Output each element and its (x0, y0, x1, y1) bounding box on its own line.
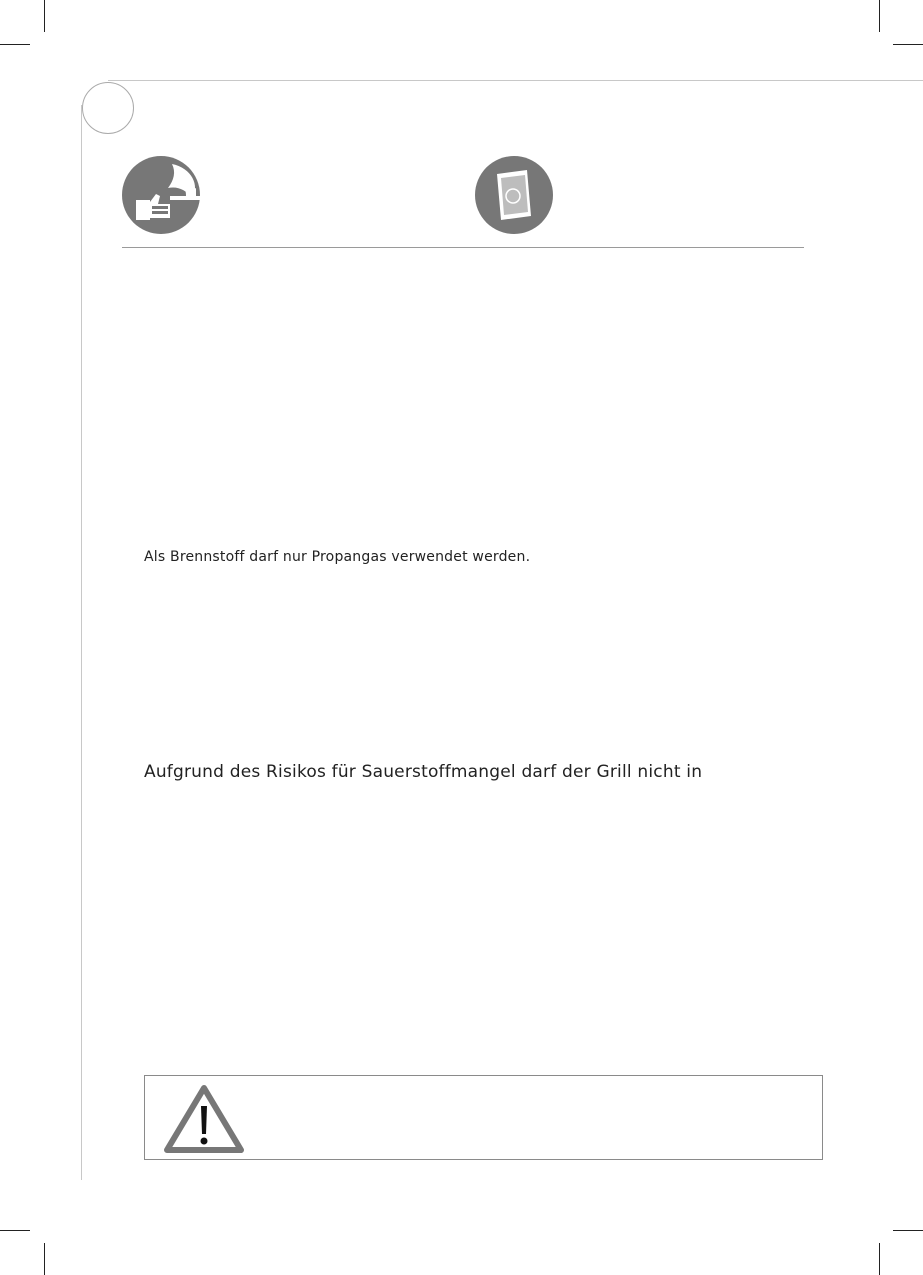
crop-mark (893, 1230, 923, 1231)
page-frame-top (108, 80, 923, 81)
crop-mark (44, 1243, 45, 1275)
crop-mark (879, 0, 880, 32)
crop-mark (0, 44, 30, 45)
warning-triangle-icon (163, 1084, 245, 1154)
warning-box (144, 1075, 823, 1160)
crop-mark (879, 1243, 880, 1275)
fuel-note-text: Als Brennstoff darf nur Propangas verwendet werden. (144, 549, 531, 565)
crop-mark (0, 1230, 30, 1231)
no-indoor-use-icon (122, 156, 200, 234)
read-manual-icon (475, 156, 553, 234)
oxygen-risk-text: Aufgrund des Risikos für Sauerstoffmangel darf der Grill nicht in (144, 762, 703, 782)
crop-mark (893, 44, 923, 45)
header-rule (122, 247, 804, 248)
crop-mark (44, 0, 45, 32)
page-frame-left (81, 105, 82, 1180)
page-number-circle (82, 82, 134, 134)
